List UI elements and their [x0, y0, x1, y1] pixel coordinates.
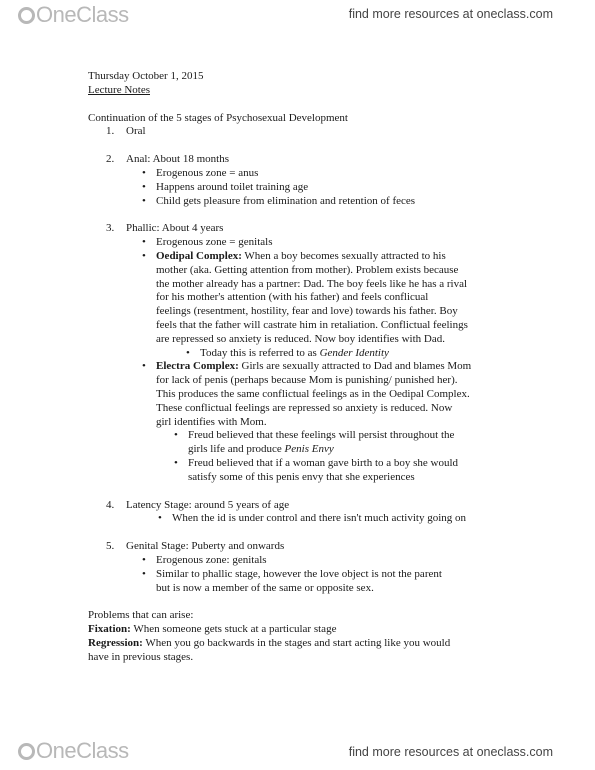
- footer-promo-link[interactable]: find more resources at oneclass.com: [348, 745, 553, 759]
- list-number: 1.: [106, 125, 115, 138]
- list-item-text: Happens around toilet training age: [156, 180, 309, 193]
- text-line: Freud believed that if a woman gave birth to a boy she would: [188, 456, 459, 469]
- list-item-text: [188, 429, 528, 457]
- fixation-definition: [88, 623, 528, 637]
- regression-definition: [88, 637, 528, 651]
- list-item: [158, 512, 528, 526]
- bullet-icon: •: [142, 553, 146, 566]
- bullet-icon: •: [142, 166, 146, 179]
- doc-intro: Continuation of the 5 stages of Psychosexual Development: [88, 111, 348, 124]
- list-item: [142, 181, 528, 195]
- text-run: When you go backwards in the stages and start acting like you would: [142, 636, 451, 649]
- header-promo-link[interactable]: find more resources at oneclass.com: [348, 7, 553, 21]
- list-item: [142, 167, 528, 181]
- bullet-icon: •: [186, 346, 190, 359]
- bullet-icon: •: [142, 194, 146, 207]
- problems-heading: Problems that can arise:: [88, 609, 194, 622]
- list-item: [142, 568, 528, 596]
- stage-title: Genital Stage: Puberty and onwards: [126, 540, 285, 553]
- list-item: [142, 195, 528, 209]
- bullet-icon: •: [142, 249, 146, 262]
- bullet-icon: •: [142, 180, 146, 193]
- stage-latency: [88, 499, 528, 513]
- text-line: but is now a member of the same or opposite sex.: [156, 581, 374, 594]
- text-line: Freud believed that these feelings will persist throughout the: [188, 429, 455, 442]
- stage-title: Oral: [126, 125, 146, 138]
- logo-circle-icon: [18, 7, 35, 24]
- text-line: for his mother's attention (with his father) and feels conflicual: [156, 291, 429, 304]
- list-item: [142, 554, 528, 568]
- stage-phallic: [88, 222, 528, 236]
- text-line: This produces the same conflictual feelings as in the Oedipal Complex.: [156, 387, 470, 400]
- bullet-icon: •: [142, 360, 146, 373]
- bullet-icon: •: [158, 512, 162, 525]
- list-number: 4.: [106, 498, 115, 511]
- list-item-text: Erogenous zone = anus: [156, 166, 259, 179]
- electra-complex-item: [142, 360, 528, 429]
- text-line: for lack of penis (perhaps because Mom is punishing/ punished her).: [156, 374, 458, 387]
- stage-anal: [88, 153, 528, 167]
- list-item-text: When the id is under control and there isn't much activity going on: [172, 512, 467, 525]
- doc-subtitle: Lecture Notes: [88, 83, 150, 96]
- text-line: girl identifies with Mom.: [156, 415, 267, 428]
- list-number: 5.: [106, 540, 115, 553]
- text-run: girls life and produce: [188, 443, 285, 456]
- text-run: Today this is referred to as: [200, 346, 320, 359]
- oedipal-complex-item: [142, 250, 528, 347]
- text-line: have in previous stages.: [88, 650, 194, 663]
- oedipal-text: [156, 250, 528, 347]
- text-line: are repressed so anxiety is reduced. Now boy identifies with Dad.: [156, 332, 445, 345]
- header-logo: [18, 4, 129, 26]
- text-line: When a boy becomes sexually attracted to his: [241, 249, 446, 262]
- term-label: Oedipal Complex:: [156, 249, 242, 262]
- list-number: 2.: [106, 153, 115, 166]
- bullet-icon: •: [174, 456, 178, 469]
- bullet-icon: •: [142, 567, 146, 580]
- list-item: [174, 457, 528, 485]
- text-line: feelings (resentment, hostility, fear and love) towards his father. Boy: [156, 305, 458, 318]
- footer-logo: [18, 740, 129, 762]
- italic-term: Gender Identity: [319, 346, 389, 359]
- footer-logo-text: OneClass: [36, 738, 129, 763]
- stage-title: Latency Stage: around 5 years of age: [126, 498, 290, 511]
- doc-date: Thursday October 1, 2015: [88, 70, 204, 82]
- text-line: the mother already has a partner: Dad. The boy feels like he has a rival: [156, 277, 468, 290]
- stage-title: Anal: About 18 months: [126, 153, 229, 166]
- text-line: Similar to phallic stage, however the love object is not the parent: [156, 567, 442, 580]
- list-item: [186, 347, 528, 361]
- italic-term: Penis Envy: [284, 443, 334, 456]
- list-item-text: Child gets pleasure from elimination and retention of feces: [156, 194, 416, 207]
- list-number: 3.: [106, 222, 115, 235]
- list-item-text: [200, 347, 389, 361]
- list-item-text: Erogenous zone = genitals: [156, 236, 273, 249]
- text-line: mother (aka. Getting attention from mother). Problem exists because: [156, 263, 459, 276]
- stage-title: Phallic: About 4 years: [126, 222, 224, 235]
- logo-circle-icon: [18, 743, 35, 760]
- lecture-notes: [88, 70, 528, 664]
- text-line: These conflictual feelings are repressed so anxiety is reduced. Now: [156, 401, 453, 414]
- text-line: satisfy some of this penis envy that she experiences: [188, 470, 415, 483]
- bullet-icon: •: [174, 429, 178, 442]
- term-label: Fixation:: [88, 623, 131, 636]
- bullet-icon: •: [142, 236, 146, 249]
- stage-oral: [88, 125, 528, 139]
- list-item: [174, 429, 528, 457]
- list-item-text: [188, 457, 528, 485]
- text-line: Girls are sexually attracted to Dad and blames Mom: [238, 360, 472, 373]
- list-item-text: Erogenous zone: genitals: [156, 553, 267, 566]
- term-label: Regression:: [88, 636, 143, 649]
- term-label: Electra Complex:: [156, 360, 239, 373]
- text-line: feels that the father will castrate him in retaliation. Conflictual feelings: [156, 318, 468, 331]
- stage-genital: [88, 540, 528, 554]
- list-item: [142, 236, 528, 250]
- list-item-text: [156, 568, 528, 596]
- electra-text: [156, 360, 528, 429]
- text-run: When someone gets stuck at a particular stage: [130, 623, 337, 636]
- header-logo-text: OneClass: [36, 2, 129, 27]
